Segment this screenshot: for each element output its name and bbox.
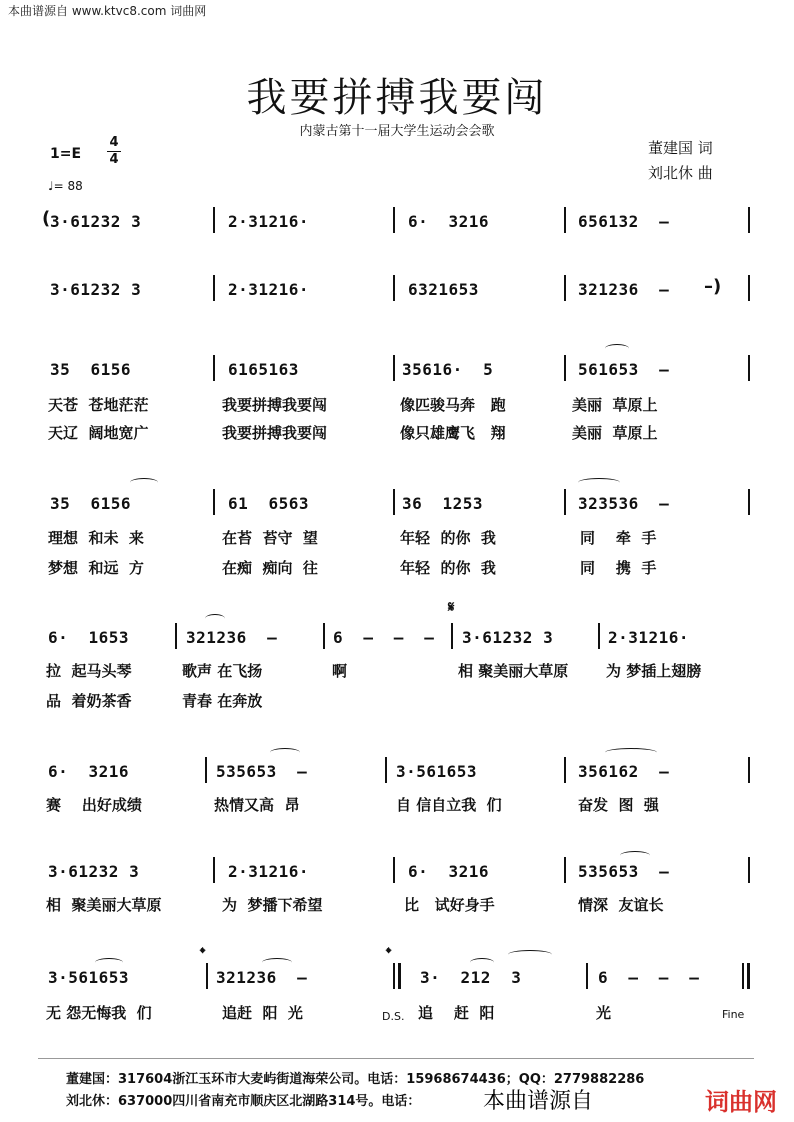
lyric-verse1: 拉 起马头琴 (46, 662, 132, 680)
lyric-verse1: 我要拼搏我要闯 (222, 396, 328, 414)
measure: 6 – – – (598, 968, 700, 987)
coda-icon: 𝄌 (386, 944, 392, 962)
measure: 6· 1653 (48, 628, 130, 647)
lyricist-credit: 董建国 词 (648, 139, 713, 157)
lyric-verse1: 情深 友谊长 (578, 896, 664, 914)
lyric-verse1: 相 聚美丽大草原 (458, 662, 569, 680)
measure: 535653 – (578, 862, 670, 881)
segno-icon: 𝄋 (448, 598, 455, 616)
measure: 321236 – (578, 280, 670, 299)
lyric-verse2: 在痴 痴向 往 (222, 559, 318, 577)
measure: 535653 – (216, 762, 308, 781)
measure: 3· 212 3 (420, 968, 522, 987)
barline (748, 207, 750, 233)
barline (748, 489, 750, 515)
barline (206, 963, 208, 989)
measure: 6165163 (228, 360, 299, 379)
quarter-note-icon: ♩ (48, 179, 54, 193)
barline (385, 757, 387, 783)
measure: 3·61232 3 (50, 280, 142, 299)
lyric-verse1: 为 梦播下希望 (222, 896, 323, 914)
barline (393, 275, 395, 301)
tie-slur (270, 748, 300, 757)
tempo-value: = 88 (53, 179, 83, 193)
measure: 6 – – – (333, 628, 435, 647)
repeat-barline (398, 963, 401, 989)
footer-divider (38, 1058, 754, 1059)
barline (586, 963, 588, 989)
lyric-verse1: 天苍 苍地茫茫 (48, 396, 149, 414)
watermark-source: 本曲谱源自 (483, 1089, 594, 1114)
measure: 3·61232 3 (462, 628, 554, 647)
lyric-verse1: 年轻 的你 我 (400, 529, 496, 547)
lyric-verse1: 赛 出好成绩 (46, 796, 142, 814)
lyric-verse1: 追赶 阳 光 (222, 1004, 303, 1022)
barline (393, 963, 395, 989)
lyric-verse2: 年轻 的你 我 (400, 559, 496, 577)
barline (598, 623, 600, 649)
barline (564, 757, 566, 783)
measure: 35 6156 (50, 360, 132, 379)
fine-marking: Fine (722, 1008, 745, 1021)
open-paren: ( (42, 208, 51, 229)
measure: 61 6563 (228, 494, 310, 513)
measure: 35 6156 (50, 494, 132, 513)
tie-slur (578, 478, 620, 487)
barline (748, 757, 750, 783)
tie-slur (508, 950, 552, 959)
contact-composer: 刘北休：637000四川省南充市顺庆区北湖路314号。电话： (66, 1094, 421, 1109)
barline (564, 207, 566, 233)
barline (213, 207, 215, 233)
tie-slur (205, 614, 225, 623)
lyric-verse2: 青春 在奔放 (182, 692, 263, 710)
measure: 656132 – (578, 212, 670, 231)
barline (393, 489, 395, 515)
lyric-verse1: 自 信自立我 们 (396, 796, 502, 814)
song-title: 我要拼搏我要闯 (246, 75, 548, 121)
barline (451, 623, 453, 649)
tie-slur (620, 851, 650, 860)
barline (742, 963, 744, 989)
lyric-verse1: 热情又高 昂 (214, 796, 300, 814)
contact-lyricist: 董建国：317604浙江玉环市大麦屿街道海荣公司。电话：15968674436；QQ：2779882286 (66, 1072, 645, 1087)
lyric-verse2: 美丽 草原上 (572, 424, 658, 442)
barline (748, 275, 750, 301)
tie-slur (262, 958, 292, 967)
lyric-verse1: 无 怨无悔我 们 (46, 1004, 152, 1022)
measure: 3·61232 3 (50, 212, 142, 231)
barline (564, 355, 566, 381)
lyric-verse1: 啊 (332, 662, 348, 680)
barline (393, 207, 395, 233)
final-barline (747, 963, 750, 989)
measure: 356162 – (578, 762, 670, 781)
barline (323, 623, 325, 649)
tie-slur (470, 958, 494, 967)
lyric-verse2: 品 着奶茶香 (46, 692, 132, 710)
lyric-verse1: 理想 和未 来 (48, 529, 144, 547)
lyric-verse1: 歌声 在飞扬 (182, 662, 263, 680)
tie-slur (95, 958, 123, 967)
lyric-verse1: 奋发 图 强 (578, 796, 659, 814)
measure: 321236 – (186, 628, 278, 647)
barline (205, 757, 207, 783)
measure: 2·31216· (228, 212, 310, 231)
tie-slur (605, 344, 629, 353)
measure: 3·561653 (48, 968, 130, 987)
measure: 2·31216· (608, 628, 690, 647)
song-subtitle: 内蒙古第十一届大学生运动会会歌 (299, 124, 495, 139)
barline (564, 489, 566, 515)
watermark-logo: 词曲网 (705, 1088, 777, 1116)
measure: 6321653 (408, 280, 479, 299)
lyric-verse1: 美丽 草原上 (572, 396, 658, 414)
measure: 321236 – (216, 968, 308, 987)
barline (748, 857, 750, 883)
key-signature: 1=E (50, 146, 82, 162)
tie-slur (130, 478, 158, 487)
measure: 3·561653 (396, 762, 478, 781)
lyric-verse2: 天辽 阔地宽广 (48, 424, 149, 442)
ds-marking: D.S. (382, 1010, 405, 1023)
barline (564, 275, 566, 301)
coda-icon: 𝄌 (200, 944, 206, 962)
measure: 2·31216· (228, 280, 310, 299)
barline (393, 857, 395, 883)
lyric-verse2: 同 携 手 (580, 559, 657, 577)
barline (564, 857, 566, 883)
lyric-verse2: 我要拼搏我要闯 (222, 424, 328, 442)
lyric-verse1: 在苔 苔守 望 (222, 529, 318, 547)
close-paren: –) (704, 276, 722, 297)
measure: 2·31216· (228, 862, 310, 881)
lyric-verse1: 像匹骏马奔 跑 (400, 396, 506, 414)
source-line: 本曲谱源自 www.ktvc8.com 词曲网 (8, 4, 207, 18)
barline (175, 623, 177, 649)
measure: 6· 3216 (408, 862, 490, 881)
composer-credit: 刘北休 曲 (648, 164, 713, 182)
measure: 36 1253 (402, 494, 484, 513)
barline (748, 355, 750, 381)
measure: 3·61232 3 (48, 862, 140, 881)
barline (393, 355, 395, 381)
tie-slur (605, 748, 657, 757)
time-signature (107, 136, 121, 167)
lyric-verse1: 为 梦插上翅膀 (606, 662, 702, 680)
measure: 6· 3216 (48, 762, 130, 781)
lyric-verse1: 光 (596, 1004, 612, 1022)
barline (213, 857, 215, 883)
barline (213, 489, 215, 515)
measure: 35616· 5 (402, 360, 494, 379)
time-signature-bottom: 4 (109, 152, 119, 167)
barline (213, 355, 215, 381)
tempo-marking (48, 179, 83, 193)
lyric-verse2: 像只雄鹰飞 翔 (400, 424, 506, 442)
measure: 561653 – (578, 360, 670, 379)
lyric-verse1: 同 牵 手 (580, 529, 657, 547)
time-signature-top: 4 (109, 135, 119, 150)
lyric-verse1: 比 试好身手 (404, 896, 495, 914)
barline (213, 275, 215, 301)
lyric-verse1: 追 赶 阳 (418, 1004, 495, 1022)
lyric-verse2: 梦想 和远 方 (48, 559, 144, 577)
measure: 323536 – (578, 494, 670, 513)
measure: 6· 3216 (408, 212, 490, 231)
lyric-verse1: 相 聚美丽大草原 (46, 896, 162, 914)
